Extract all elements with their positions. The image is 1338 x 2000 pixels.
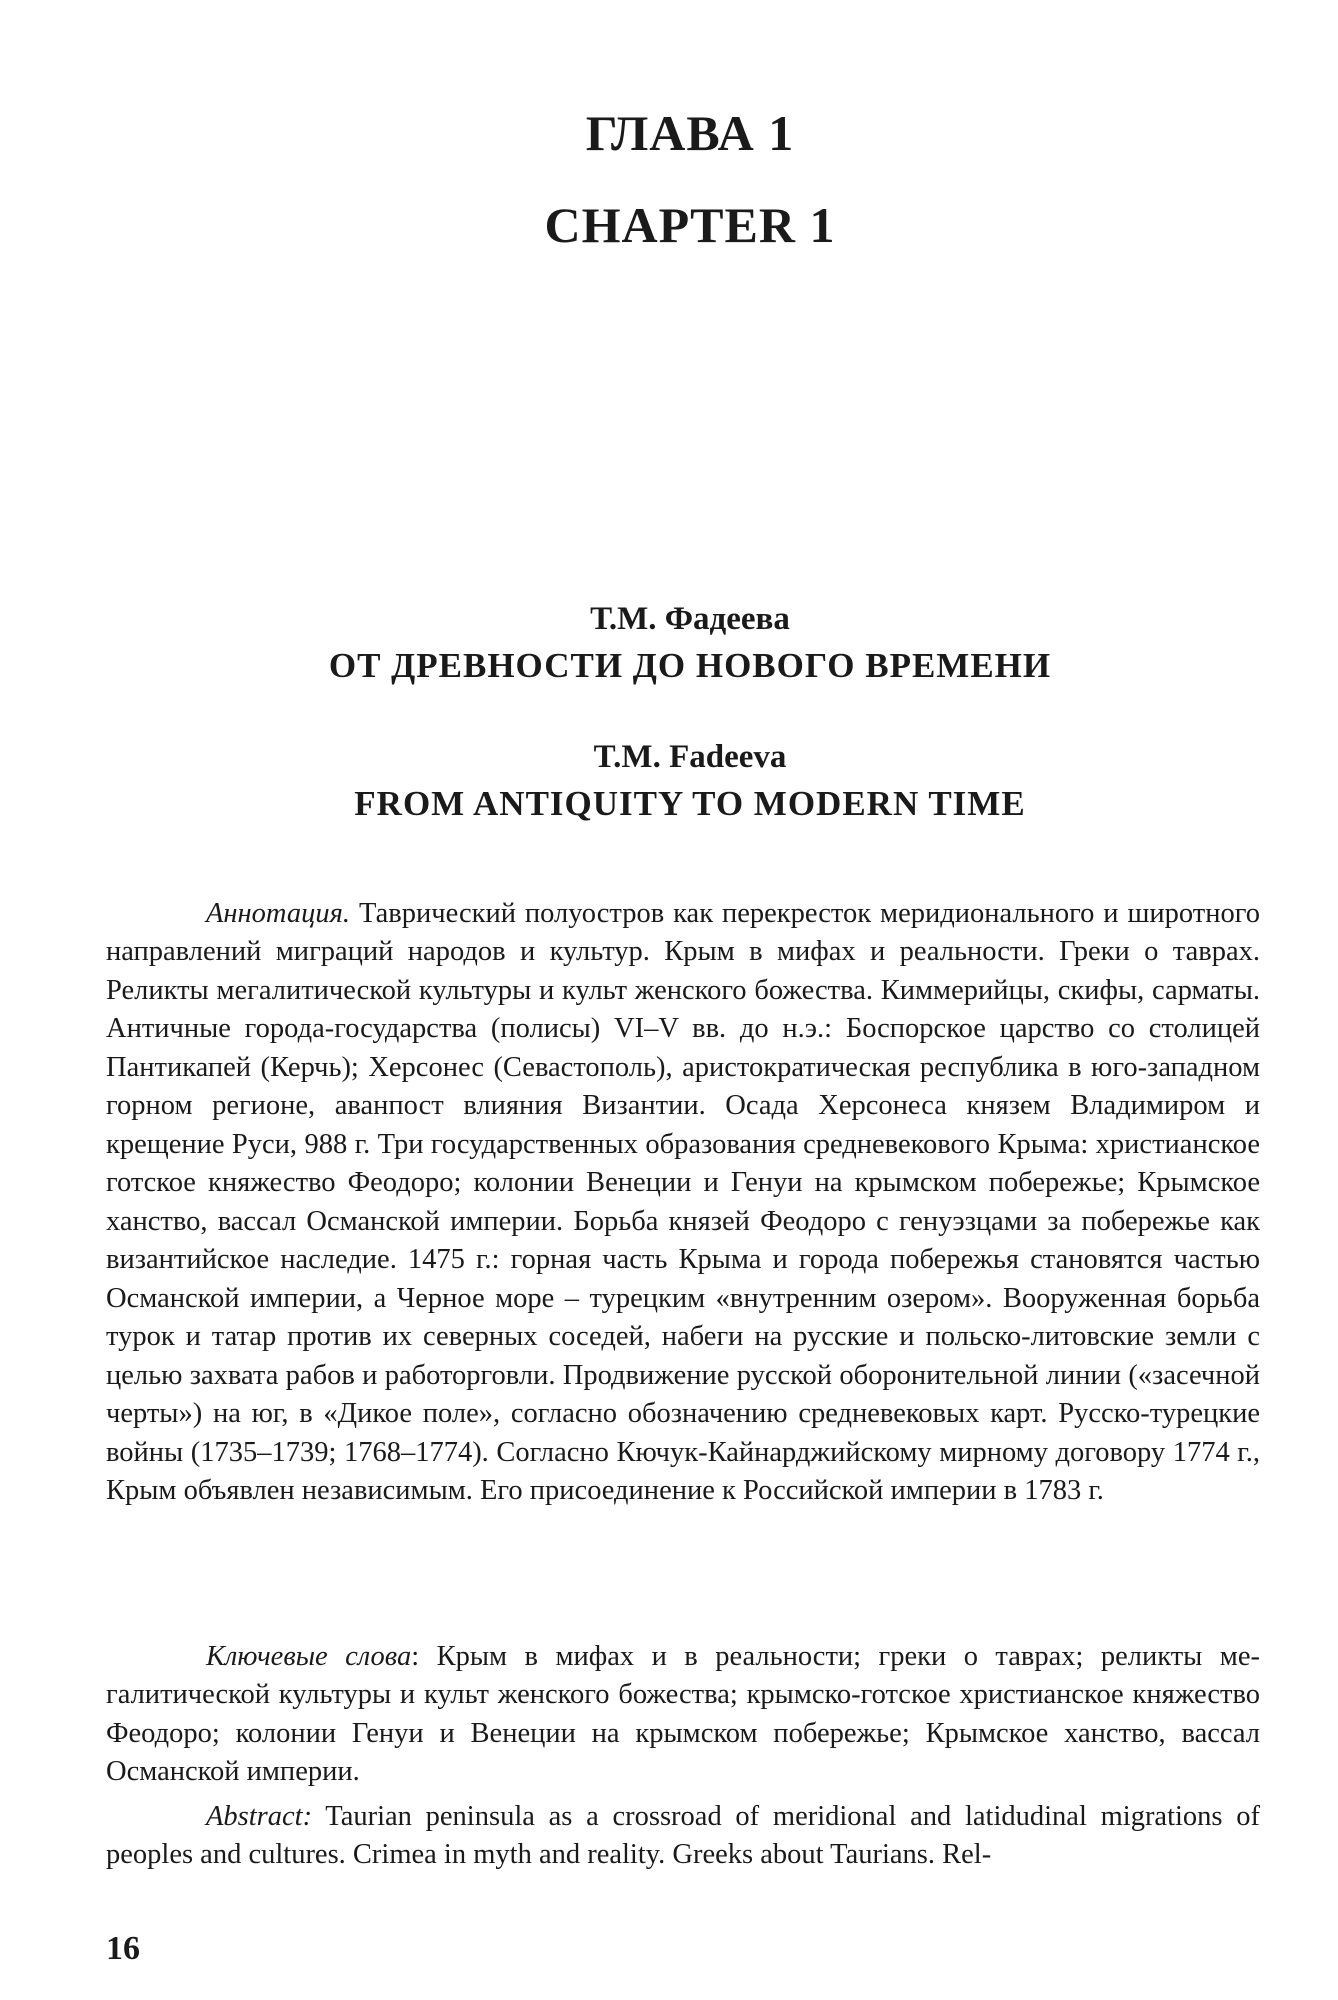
keywords-label: Ключевые слова <box>206 1640 412 1672</box>
annotation-text: Таврический полуостров как перекресток меридионального и широтного направлений миграций народов и культур. Крым в мифах и реальности. Греки о таврах. Реликты мегалитической культуры и культ женского божества. Киммерийцы, скифы, сарматы. Античные города-государства (полисы) VI–V вв. до н.э.: Боспорское царство со столицей Пантикапей (Керчь); Херсонес (Севастополь), аристократическая республика в юго-западном горном регионе, аванпост влияния Византии. Осада Херсонеса князем Владимиром и крещение Руси, 988 г. Три государственных образования средневекового Крыма: христианское готское княжество Феодоро; колонии Венеции и Генуи на крымском побережье; Крымское ханство, вассал Османской империи. Борьба князей Феодоро с генуэзцами за побережье как византийское наследие. 1475 г.: горная часть Крыма и города побережья становятся частью Османской империи, а Черное море – турецким «внутренним озером». Вооруженная борьба турок и татар против их северных соседей, набеги на русские и польско-литовские земли с целью захвата рабов и работорговли. Продвижение русской оборонительной линии («засечной черты») на юг, в «Дикое поле», согласно обозначению средневековых карт. Русско-турецкие войны (1735–1739; 1768–1774). Согласно Кючук-Кайнарджийскому мирному договору 1774 г., Крым объявлен независимым. Его присоединение к Российской империи в 1783 г. <box>106 897 1260 1506</box>
abstract-paragraph <box>106 1798 1260 1875</box>
author-name-en: T.M. Fadeeva <box>593 739 787 775</box>
keywords-paragraph <box>106 1638 1260 1792</box>
chapter-heading-en: CHAPTER 1 <box>544 197 836 253</box>
page-number: 16 <box>106 1930 140 1967</box>
abstract-label: Abstract: <box>206 1800 313 1832</box>
article-heading-en <box>0 741 1338 821</box>
article-heading-ru <box>0 603 1338 683</box>
article-title-en: FROM ANTIQUITY TO MODERN TIME <box>354 784 1026 823</box>
abstract-text: Taurian peninsula as a crossroad of meridional and latidudinal migrations of peoples and cultures. Crimea in myth and reality. Greeks about Taurians. Rel- <box>106 1800 1260 1870</box>
annotation-paragraph <box>106 895 1260 1511</box>
author-name-ru: Т.М. Фадеева <box>590 601 790 637</box>
annotation-label: Аннотация. <box>206 897 350 929</box>
article-title-ru: ОТ ДРЕВНОСТИ ДО НОВОГО ВРЕМЕНИ <box>328 646 1052 685</box>
keywords-text: : Крым в мифах и в реальности; греки о таврах; реликты мегалитической культуры и культ женского божества; крымско-готское христианское княжество Феодоро; колонии Генуи и Венеции на крымском побережье; Крымское ханство, вассал Османской империи. <box>106 1640 1260 1787</box>
chapter-heading-ru: ГЛАВА 1 <box>585 105 795 161</box>
